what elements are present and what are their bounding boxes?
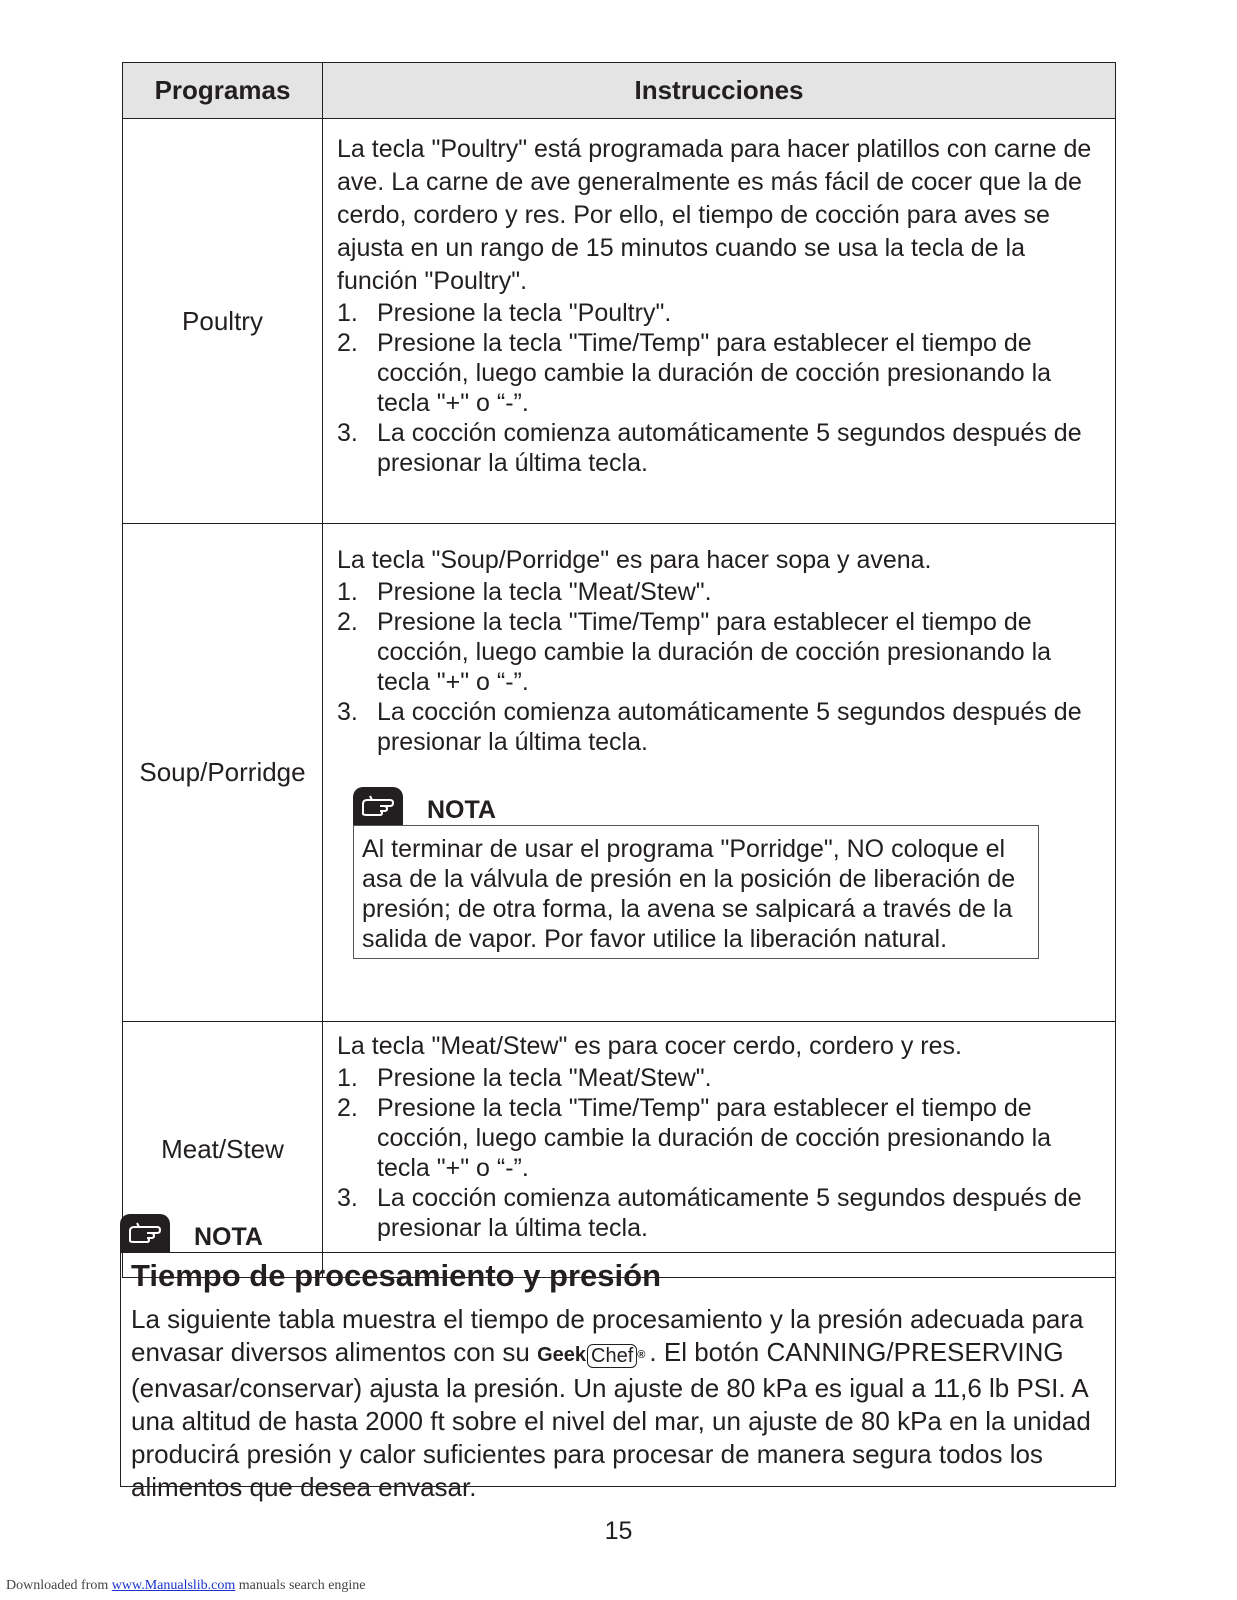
brand-geek: Geek (537, 1344, 587, 1366)
step-text: Presione la tecla "Meat/Stew". (377, 1064, 712, 1092)
note-body-part2: . El botón CANNING/PRESERVING (envasar/conservar) ajusta la presión. Un ajuste de 80 kPa es igual a 11,6 lb PSI. A una altitud de hasta 2000 ft sobre el nivel del mar, un ajuste de 80 kPa en la unidad producirá presión y calor suficientes para procesar de manera segura todos los alimentos que desea envasar. (131, 1337, 1091, 1502)
table-row-soup-porridge (123, 524, 1116, 1022)
steps-list (337, 298, 1101, 478)
brand-registered: ® (637, 1349, 646, 1361)
step-item (337, 1063, 1101, 1093)
header-instructions: Instrucciones (323, 63, 1116, 119)
step-text: Presione la tecla "Poultry". (377, 299, 672, 327)
step-number: 3. (337, 698, 358, 726)
instructions-intro: La tecla "Meat/Stew" es para cocer cerdo, cordero y res. (337, 1032, 962, 1060)
step-item (337, 298, 1101, 328)
programs-table (122, 62, 1116, 1278)
step-number: 3. (337, 419, 358, 447)
step-number: 3. (337, 1184, 358, 1212)
note-label: NOTA (194, 1223, 263, 1251)
footer-link[interactable]: www.Manualslib.com (111, 1578, 236, 1593)
step-text: La cocción comienza automáticamente 5 segundos después de presionar la última tecla. (377, 1184, 1082, 1242)
note-body-part1: La siguiente tabla muestra el tiempo de procesamiento y la presión adecuada para envasar diversos alimentos con su (131, 1304, 1084, 1367)
step-number: 2. (337, 329, 358, 357)
note-box (120, 1252, 1116, 1502)
note-title: Tiempo de procesamiento y presión (131, 1258, 662, 1293)
instructions-intro: La tecla "Soup/Porridge" es para hacer sopa y avena. (337, 546, 932, 574)
step-text: La cocción comienza automáticamente 5 segundos después de presionar la última tecla. (377, 419, 1082, 477)
footer (6, 1578, 366, 1594)
steps-list (337, 577, 1101, 757)
step-number: 1. (337, 1064, 358, 1092)
note-heading (353, 785, 1101, 825)
footer-prefix: Downloaded from (6, 1578, 109, 1593)
pointing-hand-icon (353, 787, 403, 825)
step-number: 1. (337, 299, 358, 327)
note-body (131, 1303, 1105, 1504)
step-text: Presione la tecla "Time/Temp" para establecer el tiempo de cocción, luego cambie la duración de cocción presionando la tecla "+" o “-”. (377, 329, 1052, 417)
step-item (337, 607, 1101, 697)
note-box: Al terminar de usar el programa "Porridge", NO coloque el asa de la válvula de presión en la posición de liberación de presión; de otra forma, la avena se salpicará a través de la salida de vapor. Por favor utilice la liberación natural. (353, 825, 1039, 959)
step-text: Presione la tecla "Meat/Stew". (377, 578, 712, 606)
bottom-note (120, 1212, 1116, 1502)
note-heading (120, 1212, 1116, 1252)
step-item (337, 418, 1101, 478)
step-number: 2. (337, 1094, 358, 1122)
instructions-cell (323, 524, 1116, 1022)
table-header-row (123, 63, 1116, 119)
instructions-cell (323, 119, 1116, 524)
program-name: Soup/Porridge (123, 524, 323, 1022)
program-name: Poultry (123, 119, 323, 524)
page-number: 15 (604, 1517, 633, 1545)
brand-logo (537, 1339, 649, 1372)
pointing-hand-icon (120, 1214, 170, 1252)
step-text: Presione la tecla "Time/Temp" para establecer el tiempo de cocción, luego cambie la duración de cocción presionando la tecla "+" o “-”. (377, 608, 1052, 696)
step-item (337, 1093, 1101, 1183)
step-item (337, 697, 1101, 757)
table-row-poultry (123, 119, 1116, 524)
step-item (337, 328, 1101, 418)
brand-chef: Chef (587, 1344, 637, 1368)
step-number: 1. (337, 578, 358, 606)
program-name: Meat/Stew (123, 1022, 323, 1278)
step-text: Presione la tecla "Time/Temp" para establecer el tiempo de cocción, luego cambie la duración de cocción presionando la tecla "+" o “-”. (377, 1094, 1052, 1182)
note-label: NOTA (427, 796, 496, 824)
step-item (337, 577, 1101, 607)
footer-suffix: manuals search engine (238, 1578, 366, 1593)
step-number: 2. (337, 608, 358, 636)
instructions-intro: La tecla "Poultry" está programada para hacer platillos con carne de ave. La carne de ave generalmente es más fácil de cocer que la de cerdo, cordero y res. Por ello, el tiempo de cocción para aves se ajusta en un rango de 15 minutos cuando se usa la tecla de la función "Poultry". (337, 135, 1092, 295)
step-text: La cocción comienza automáticamente 5 segundos después de presionar la última tecla. (377, 698, 1082, 756)
header-programs: Programas (123, 63, 323, 119)
